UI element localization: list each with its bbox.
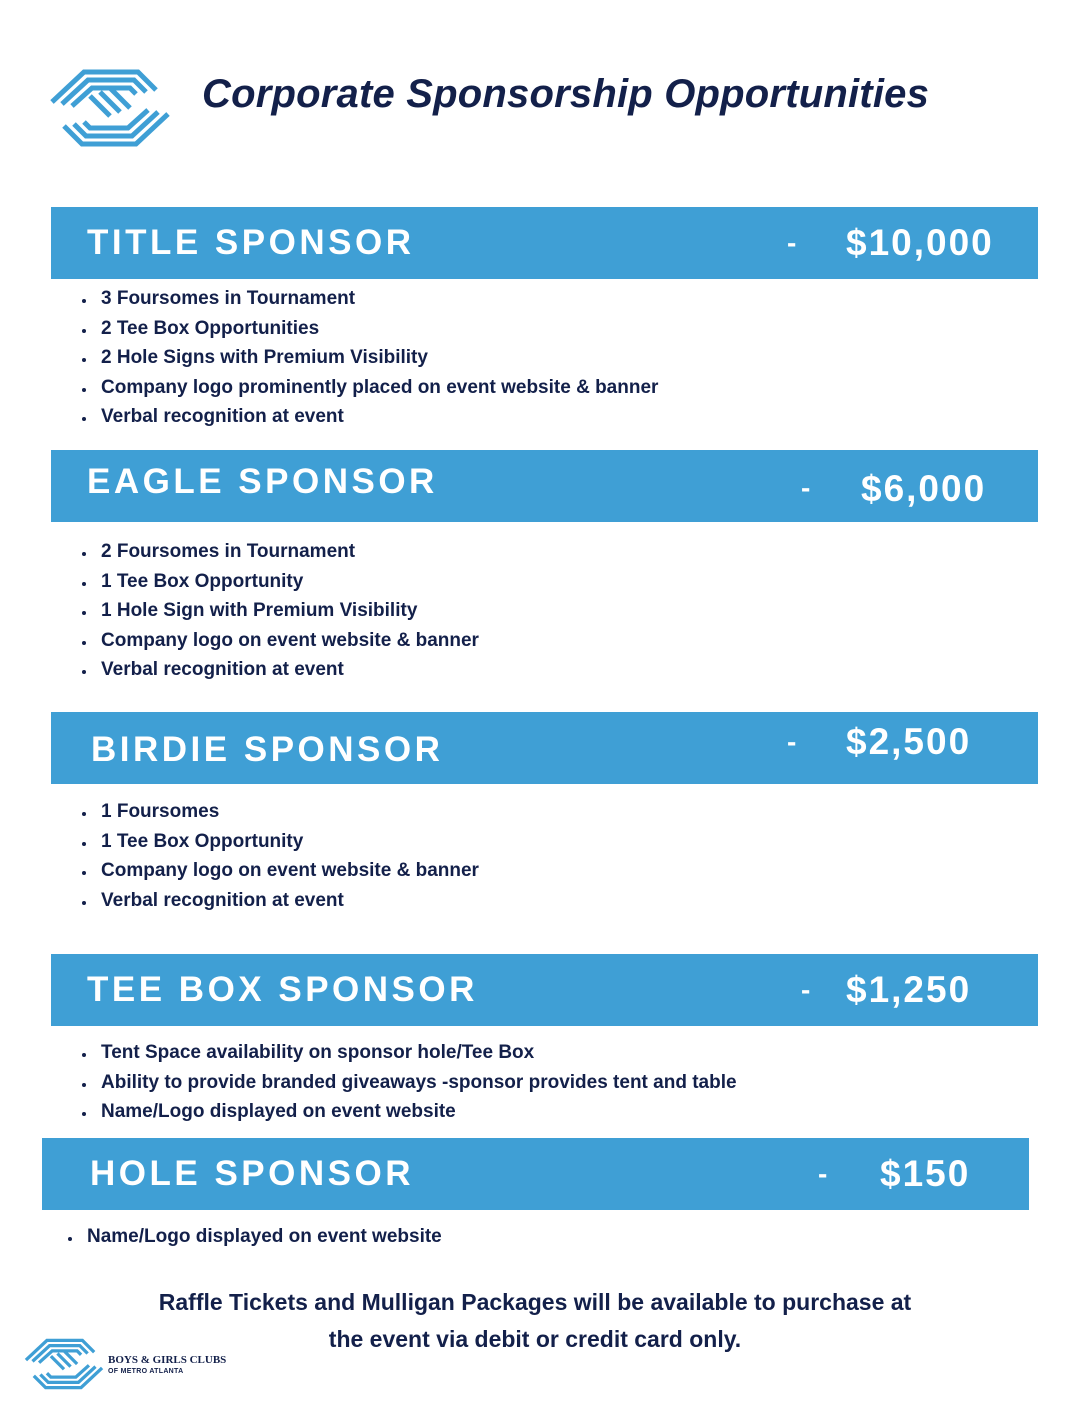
tier-name: EAGLE SPONSOR bbox=[87, 462, 438, 501]
benefit-item: 3 Foursomes in Tournament bbox=[81, 284, 658, 314]
benefit-item: Company logo prominently placed on event website & banner bbox=[81, 373, 658, 403]
benefit-item: Ability to provide branded giveaways -sponsor provides tent and table bbox=[81, 1068, 737, 1098]
tier-dash: - bbox=[818, 1158, 828, 1189]
tier-price: $6,000 bbox=[861, 468, 987, 509]
tier-dash: - bbox=[801, 472, 811, 503]
clasped-hands-logo-icon bbox=[22, 1336, 106, 1392]
tier-price: $1,250 bbox=[846, 969, 972, 1010]
footer-note-line-2: the event via debit or credit card only. bbox=[328, 1326, 742, 1352]
benefit-item: 2 Foursomes in Tournament bbox=[81, 537, 479, 567]
org-subtitle: OF METRO ATLANTA bbox=[108, 1368, 184, 1375]
benefits-list-title bbox=[81, 284, 658, 432]
benefits-list-eagle bbox=[81, 537, 479, 685]
org-name: BOYS & GIRLS CLUBS bbox=[108, 1354, 227, 1366]
benefit-item: 1 Tee Box Opportunity bbox=[81, 567, 479, 597]
benefit-item: Verbal recognition at event bbox=[81, 886, 479, 916]
tier-name: TITLE SPONSOR bbox=[87, 223, 415, 262]
clasped-hands-logo-icon bbox=[46, 66, 174, 150]
tier-price: $2,500 bbox=[846, 721, 972, 762]
tier-dash: - bbox=[787, 227, 797, 258]
tier-price: $150 bbox=[880, 1153, 971, 1194]
benefit-item: 1 Hole Sign with Premium Visibility bbox=[81, 596, 479, 626]
benefit-item: Company logo on event website & banner bbox=[81, 626, 479, 656]
tier-bar-title bbox=[51, 207, 1038, 279]
benefit-item: Company logo on event website & banner bbox=[81, 856, 479, 886]
benefit-item: 2 Hole Signs with Premium Visibility bbox=[81, 343, 658, 373]
page-title: Corporate Sponsorship Opportunities bbox=[202, 72, 930, 116]
tier-dash: - bbox=[801, 974, 811, 1005]
benefit-item: Verbal recognition at event bbox=[81, 655, 479, 685]
footer-note bbox=[80, 1284, 990, 1358]
tier-bar-hole bbox=[42, 1138, 1029, 1210]
footer-note-line-1: Raffle Tickets and Mulligan Packages will be available to purchase at bbox=[158, 1289, 912, 1315]
benefit-item: 1 Tee Box Opportunity bbox=[81, 827, 479, 857]
benefit-item: 2 Tee Box Opportunities bbox=[81, 314, 658, 344]
tier-bar-birdie bbox=[51, 712, 1038, 784]
tier-name: BIRDIE SPONSOR bbox=[91, 730, 444, 769]
tier-bar-eagle bbox=[51, 450, 1038, 522]
benefit-item: Tent Space availability on sponsor hole/Tee Box bbox=[81, 1038, 737, 1068]
benefit-item: Verbal recognition at event bbox=[81, 402, 658, 432]
tier-name: TEE BOX SPONSOR bbox=[87, 970, 478, 1009]
benefits-list-tee-box bbox=[81, 1038, 737, 1127]
benefits-list-birdie bbox=[81, 797, 479, 915]
tier-bar-tee-box bbox=[51, 954, 1038, 1026]
benefit-item: 1 Foursomes bbox=[81, 797, 479, 827]
tier-name: HOLE SPONSOR bbox=[90, 1154, 414, 1193]
tier-dash: - bbox=[787, 726, 797, 757]
benefit-item: Name/Logo displayed on event website bbox=[81, 1097, 737, 1127]
benefits-list-hole bbox=[67, 1222, 442, 1252]
benefit-item: Name/Logo displayed on event website bbox=[67, 1222, 442, 1252]
tier-price: $10,000 bbox=[846, 222, 994, 263]
